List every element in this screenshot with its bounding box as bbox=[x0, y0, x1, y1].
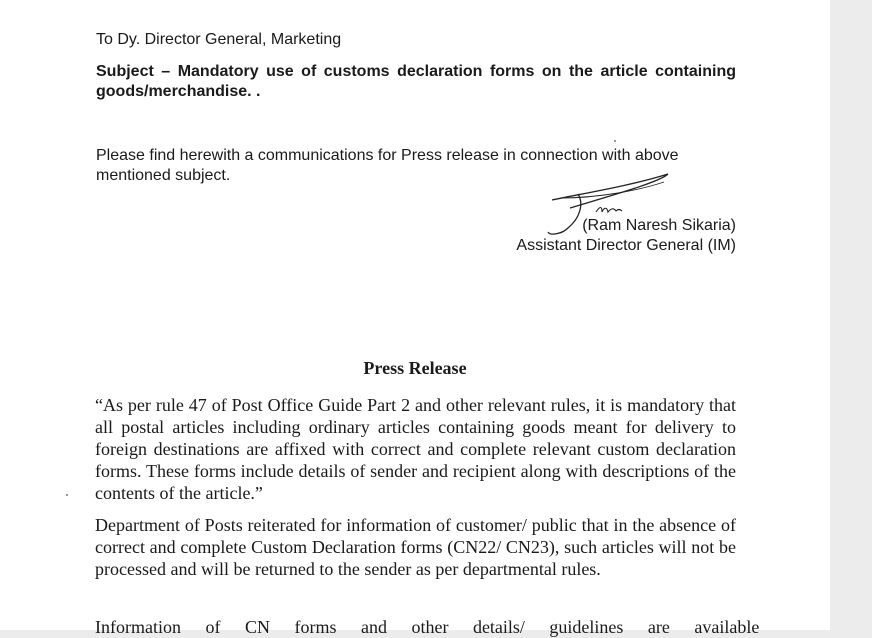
press-release-paragraph: “As per rule 47 of Post Office Guide Part 2 and other relevant rules, it is mandatory that all postal articles including ordinary articles containing goods meant for delivery to foreign destinations are affixed with correct and complete relevant custom declaration forms. These forms include details of sender and recipient along with descriptions of the contents of the article.” bbox=[95, 395, 736, 503]
signature-block bbox=[480, 216, 736, 256]
addressee-line: To Dy. Director General, Marketing bbox=[96, 31, 342, 48]
viewer-side-strip bbox=[830, 0, 872, 630]
scan-speck bbox=[614, 140, 616, 142]
signatory-name: (Ram Naresh Sikaria) bbox=[582, 217, 736, 234]
scan-speck bbox=[66, 494, 68, 496]
subject-line: Subject – Mandatory use of customs declaration forms on the article containing goods/merchandise. . bbox=[96, 63, 736, 100]
press-release-paragraph: Department of Posts reiterated for information of customer/ public that in the absence of correct and complete Custom Declaration forms (CN22/ CN23), such articles will not be processed and will be returned to the sender as per departmental rules. bbox=[95, 515, 736, 579]
letter-body: Please find herewith a communications for Press release in connection with above mentioned subject. bbox=[96, 147, 679, 184]
press-release-paragraph: Information of CN forms and other details/ guidelines are available bbox=[95, 617, 760, 637]
signatory-title: Assistant Director General (IM) bbox=[516, 237, 736, 254]
press-release-title: Press Release bbox=[363, 358, 467, 378]
